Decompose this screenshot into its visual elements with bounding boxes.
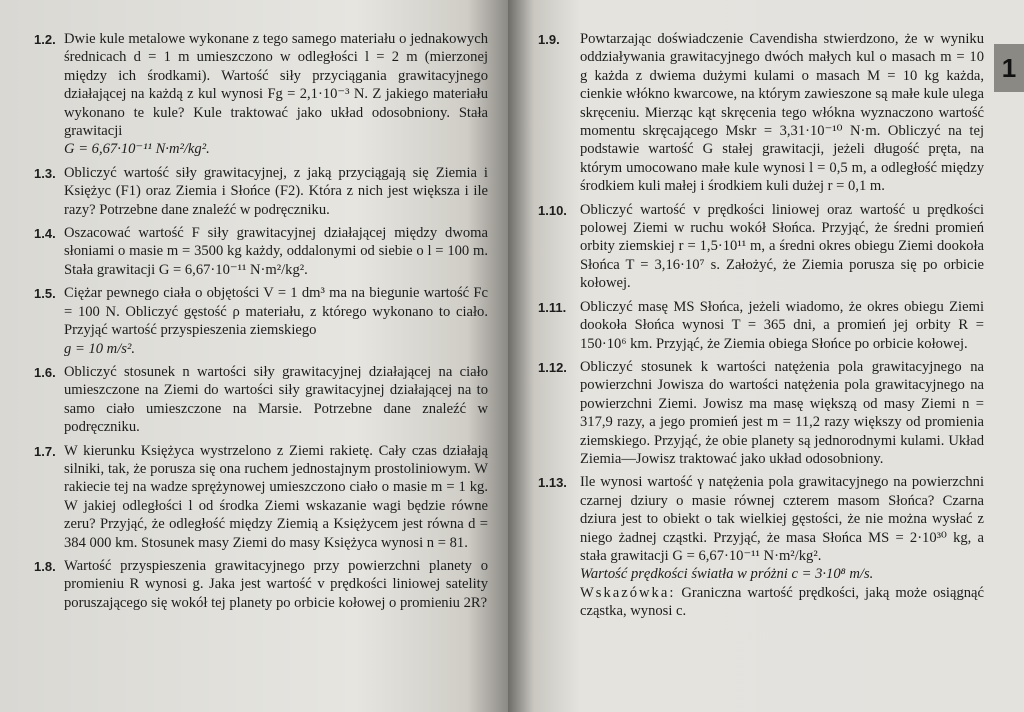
problem-1-8: [34, 557, 488, 612]
problem-1-7: [34, 442, 488, 552]
problem-text: Obliczyć stosunek n wartości siły grawitacyjnej działającej na ciało umieszczone na Ziemi do wartości siły grawitacyjnej działającej na to samo ciało umieszczone na Marsie. Potrzebne dane znaleźć w podręczniku.: [64, 363, 488, 436]
problem-number: 1.8.: [34, 558, 56, 574]
problem-text: Wartość przyspieszenia grawitacyjnego przy powierzchni planety o promieniu R wynosi g. Jaka jest wartość v prędkości liniowej satelity poruszającego się wokół tej planety po orbicie kołowej o promieniu 2R?: [64, 557, 488, 611]
problem-1-13: [538, 473, 984, 620]
problem-number: 1.3.: [34, 165, 56, 181]
problem-1-4: [34, 224, 488, 279]
problem-text: Powtarzając doświadczenie Cavendisha stwierdzono, że w wyniku oddziaływania grawitacyjnego dwóch małych kul o masach m = 10 g każda z dwiema dużymi kulami o masach M = 10 kg każda, cienkie włókno kwarcowe, na którym zawieszone są małe kule ulega skręceniu. Mierząc kąt skręcenia tego włókna wyznaczono wartość momentu skręcającego Mskr = 3,31·10⁻¹⁰ N·m. Obliczyć na tej podstawie wartość G stałej grawitacji, jeżeli długość pręta, na którym umocowano małe kule wynosi l = 0,5 m, a odległość między środkiem kuli małej i środkiem kuli dużej r = 0,1 m.: [580, 31, 984, 195]
problem-text: Obliczyć stosunek k wartości natężenia pola grawitacyjnego na powierzchni Jowisza do wartości natężenia pola grawitacyjnego na powierzchni Ziemi. Jowisz ma masę większą od masy Ziemi n = 317,9 razy, a jego promień jest m = 11,2 razy większy od promienia ziemskiego. Przyjąć, że obie planety są jednorodnymi kulami. Układ Ziemia—Jowisz traktować jako układ odosobniony.: [580, 358, 984, 467]
problem-1-3: [34, 164, 488, 219]
problem-number: 1.2.: [34, 32, 56, 47]
problem-formula: G = 6,67·10⁻¹¹ N·m²/kg².: [64, 141, 210, 158]
problem-text: Obliczyć wartość siły grawitacyjnej, z jaką przyciągają się Ziemia i Księżyc (F1) oraz Ziemia i Słońce (F2). Która z nich jest większa i ile razy? Potrzebne dane znaleźć w podręczniku.: [64, 164, 488, 218]
problem-1-11: [538, 298, 984, 353]
problem-extra: Wartość prędkości światła w próżni c = 3·10⁸ m/s.: [580, 566, 874, 583]
problem-1-5: [34, 284, 488, 358]
chapter-tab: 1: [994, 44, 1024, 92]
problem-text: W kierunku Księżyca wystrzelono z Ziemi rakietę. Cały czas działają silniki, tak, że porusza się ona ruchem jednostajnym prostoliniowym. W rakiecie tej na wadze sprężynowej umieszczono ciało o masie m = 1 kg. W jakiej odległości l od środka Ziemi wskazanie wagi będzie równe zeru? Przyjąć, że odległość między Ziemią a Księżycem jest równa d = 384 000 km. Stosunek masy Ziemi do masy Księżyca wynosi n = 81.: [64, 442, 488, 551]
problem-1-12: [538, 358, 984, 468]
problem-number: 1.4.: [34, 226, 56, 242]
hint-label: Wskazówka:: [580, 584, 676, 601]
problem-text: Ile wynosi wartość γ natężenia pola grawitacyjnego na powierzchni czarnej dziury o masie równej czterem masom Słońca? Czarna dziura jest to obiekt o tak wielkiej gęstości, że nie można wysłać z niego żadnej cząstki. Przyjąć, że masa Słońca MS = 2·10³⁰ kg, a stała grawitacji G = 6,67·10⁻¹¹ N·m²/kg².: [580, 474, 984, 564]
problem-1-2: [34, 30, 488, 159]
problem-formula: g = 10 m/s².: [64, 340, 135, 357]
problem-number: 1.5.: [34, 286, 56, 302]
problem-1-9: [538, 30, 984, 196]
problem-text: Obliczyć wartość v prędkości liniowej oraz wartość u prędkości polowej Ziemi w ruchu wokół Słońca. Przyjąć, że średni promień orbity ziemskiej r = 1,5·10¹¹ m, a średni okres obiegu Ziemi dookoła Słońca T = 3,16·10⁷ s. Założyć, że Ziemia porusza się po orbicie kołowej.: [580, 201, 984, 292]
problem-1-10: [538, 201, 984, 293]
problem-number: 1.13.: [538, 475, 567, 491]
problem-text: Obliczyć masę MS Słońca, jeżeli wiadomo, że okres obiegu Ziemi dookoła Słońca wynosi T = 365 dni, a promień jej orbity R = 150·10⁶ km. Przyjąć, że Ziemia obiega Słońce po orbicie kołowej.: [580, 298, 984, 352]
hint: [580, 584, 984, 621]
problem-text: Ciężar pewnego ciała o objętości V = 1 dm³ ma na biegunie wartość Fc = 100 N. Obliczyć gęstość ρ materiału, z którego wykonano to ciało. Przyjąć wartość przyspieszenia ziemskiego: [64, 285, 488, 339]
hint-text: Graniczna wartość prędkości, jaką może osiągnąć cząstka, wynosi c.: [580, 584, 985, 620]
right-page: [508, 0, 1024, 712]
problem-number: 1.10.: [538, 202, 567, 218]
problem-1-6: [34, 363, 488, 437]
problem-number: 1.7.: [34, 443, 56, 459]
problem-text: Oszacować wartość F siły grawitacyjnej działającej między dwoma słoniami o masie m = 3500 kg każdy, oddalonymi od siebie o l = 100 m. Stała grawitacji G = 6,67·10⁻¹¹ N·m²/kg².: [64, 225, 488, 278]
problem-number: 1.12.: [538, 359, 567, 375]
problem-number: 1.6.: [34, 364, 56, 380]
problem-number: 1.9.: [538, 32, 560, 47]
problem-text: Dwie kule metalowe wykonane z tego samego materiału o jednakowych średnicach d = 1 m umieszczono w odległości l = 2 m (mierzonej między ich środkami). Wartość siły przyciągania grawitacyjnego działającej na każdą z kul wynosi Fg = 2,1·10⁻³ N. Z jakiego materiału wykonano te kule? Kule traktować jako układ odosobniony. Stała grawitacji: [64, 31, 488, 140]
problem-number: 1.11.: [538, 299, 567, 315]
left-page: [0, 0, 508, 712]
